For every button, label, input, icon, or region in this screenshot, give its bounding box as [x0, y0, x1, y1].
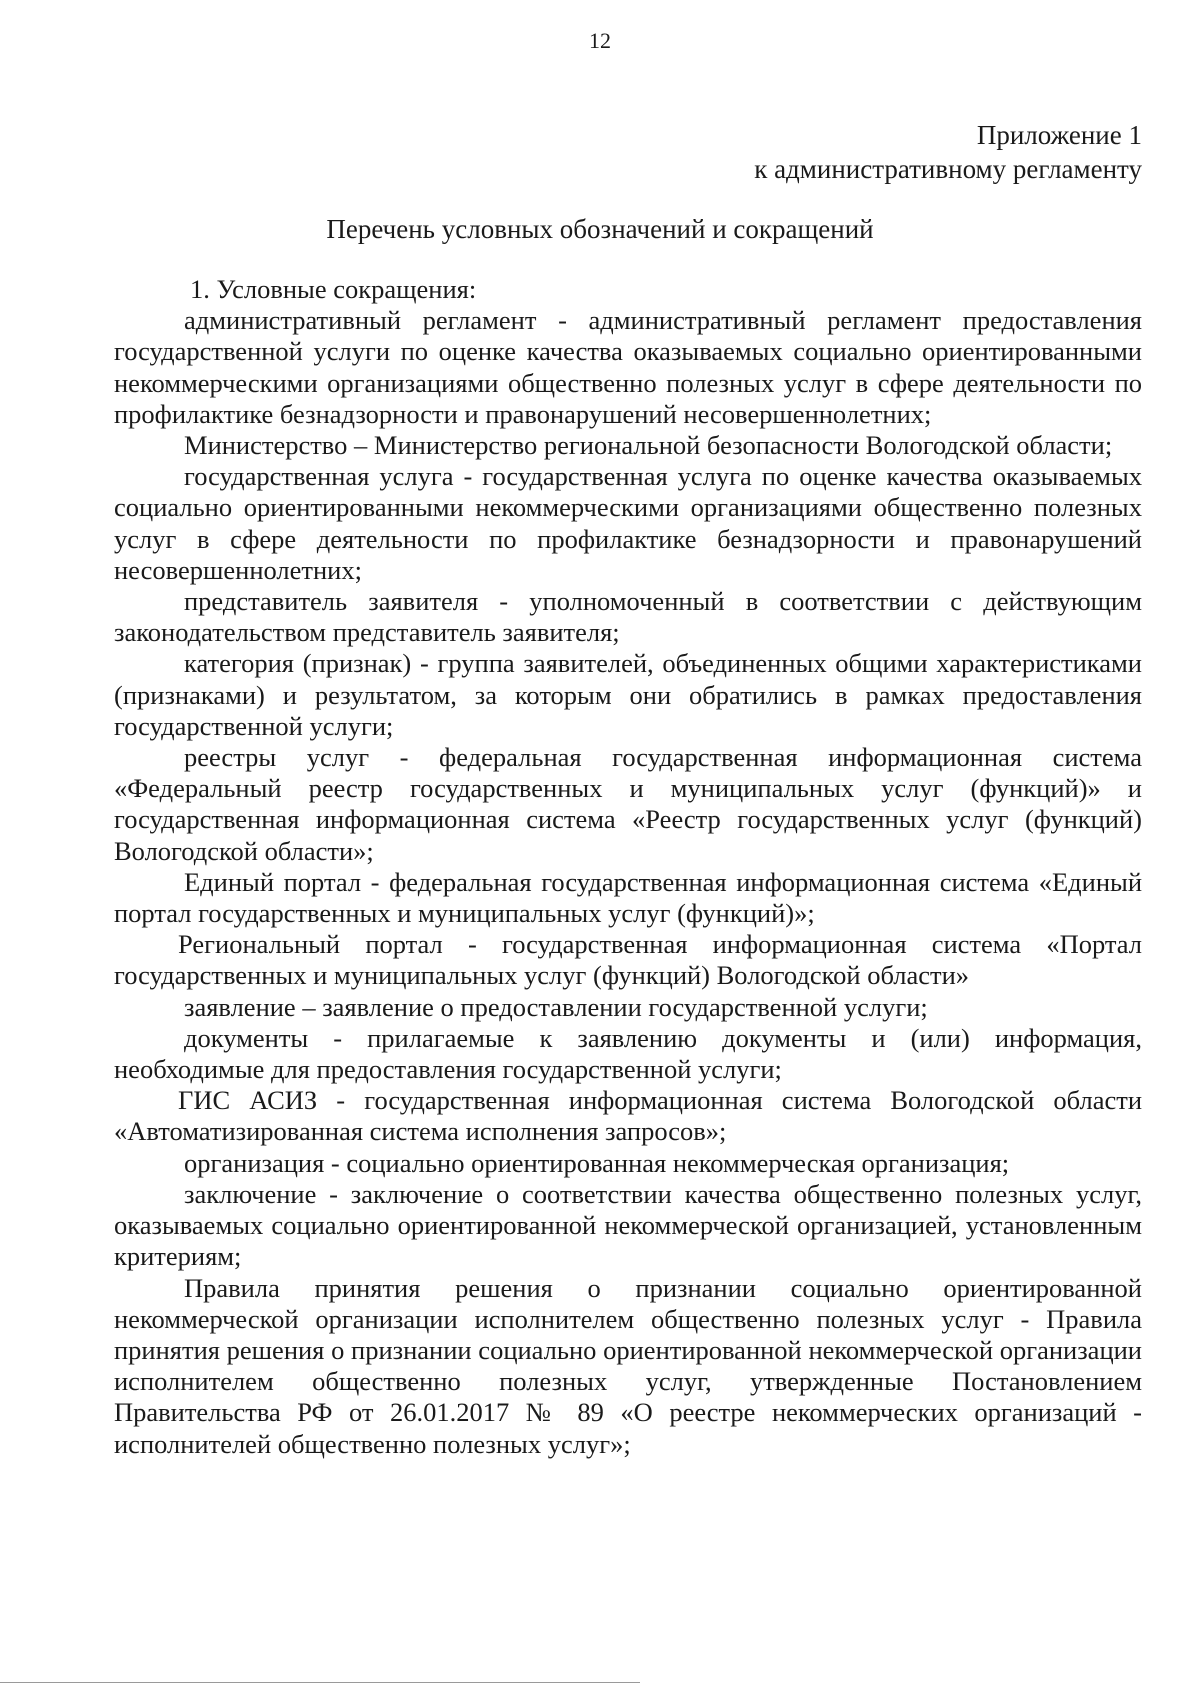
definition-paragraph: Правила принятия решения о признании социально ориентированной некоммерческой организации исполнителем общественно полезных услуг - Правила принятия решения о признании социально ориентированной некоммерческой организации исполнителем общественно полезных услуг, утвержденные Постановлением Правительства РФ от 26.01.2017 № 89 «О реестре некоммерческих организаций - исполнителей общественно полезных услуг»; — [114, 1272, 1142, 1459]
definition-paragraph: организация - социально ориентированная некоммерческая организация; — [184, 1147, 1010, 1178]
definition-paragraph: представитель заявителя - уполномоченный в соответствии с действующим законодательством представитель заявителя; — [114, 586, 1142, 648]
definition-paragraph: заключение - заключение о соответствии качества общественно полезных услуг, оказываемых социально ориентированной некоммерческой организацией, установленным критериям; — [114, 1178, 1142, 1272]
definition-paragraph: категория (признак) - группа заявителей, объединенных общими характеристиками (признаками) и результатом, за которым они обратились в рамках предоставления государственной услуги; — [114, 648, 1142, 741]
appendix-line-1: Приложение 1 — [976, 120, 1142, 150]
appendix-header — [754, 118, 1142, 186]
definition-paragraph: Региональный портал - государственная информационная система «Портал государственных и муниципальных услуг (функций) Вологодской области» — [114, 929, 1142, 991]
definition-paragraph: Министерство – Министерство региональной безопасности Вологодской области; — [184, 430, 1113, 461]
definition-paragraph: заявление – заявление о предоставлении государственной услуги; — [184, 991, 928, 1022]
definition-paragraph: документы - прилагаемые к заявлению документы и (или) информация, необходимые для предоставления государственной услуги; — [114, 1022, 1142, 1085]
definition-paragraph: ГИС АСИЗ - государственная информационная система Вологодской области «Автоматизированная система исполнения запросов»; — [114, 1085, 1142, 1147]
definition-paragraph: реестры услуг - федеральная государственная информационная система «Федеральный реестр государственных и муниципальных услуг (функций)» и государственная информационная система «Реестр государственных услуг (функций) Вологодской области»; — [114, 742, 1142, 866]
definition-paragraph: государственная услуга - государственная услуга по оценке качества оказываемых социально ориентированными некоммерческими организациями общественно полезных услуг в сфере деятельности по профилактике безнадзорности и правонарушений несовершеннолетних; — [114, 461, 1142, 585]
section-heading: 1. Условные сокращения: — [190, 274, 477, 304]
appendix-line-2: к административному регламенту — [754, 154, 1142, 184]
definition-paragraph: Единый портал - федеральная государственная информационная система «Единый портал государственных и муниципальных услуг (функций)»; — [114, 866, 1142, 929]
definition-paragraph: административный регламент - административный регламент предоставления государственной услуги по оценке качества оказываемых социально ориентированными некоммерческими организациями общественно полезных услуг в сфере деятельности по профилактике безнадзорности и правонарушений несовершеннолетних; — [114, 305, 1142, 429]
page-number: 12 — [589, 28, 611, 53]
scan-edge-line — [0, 1682, 640, 1683]
document-title: Перечень условных обозначений и сокращений — [326, 214, 874, 244]
document-body — [114, 274, 1142, 1460]
